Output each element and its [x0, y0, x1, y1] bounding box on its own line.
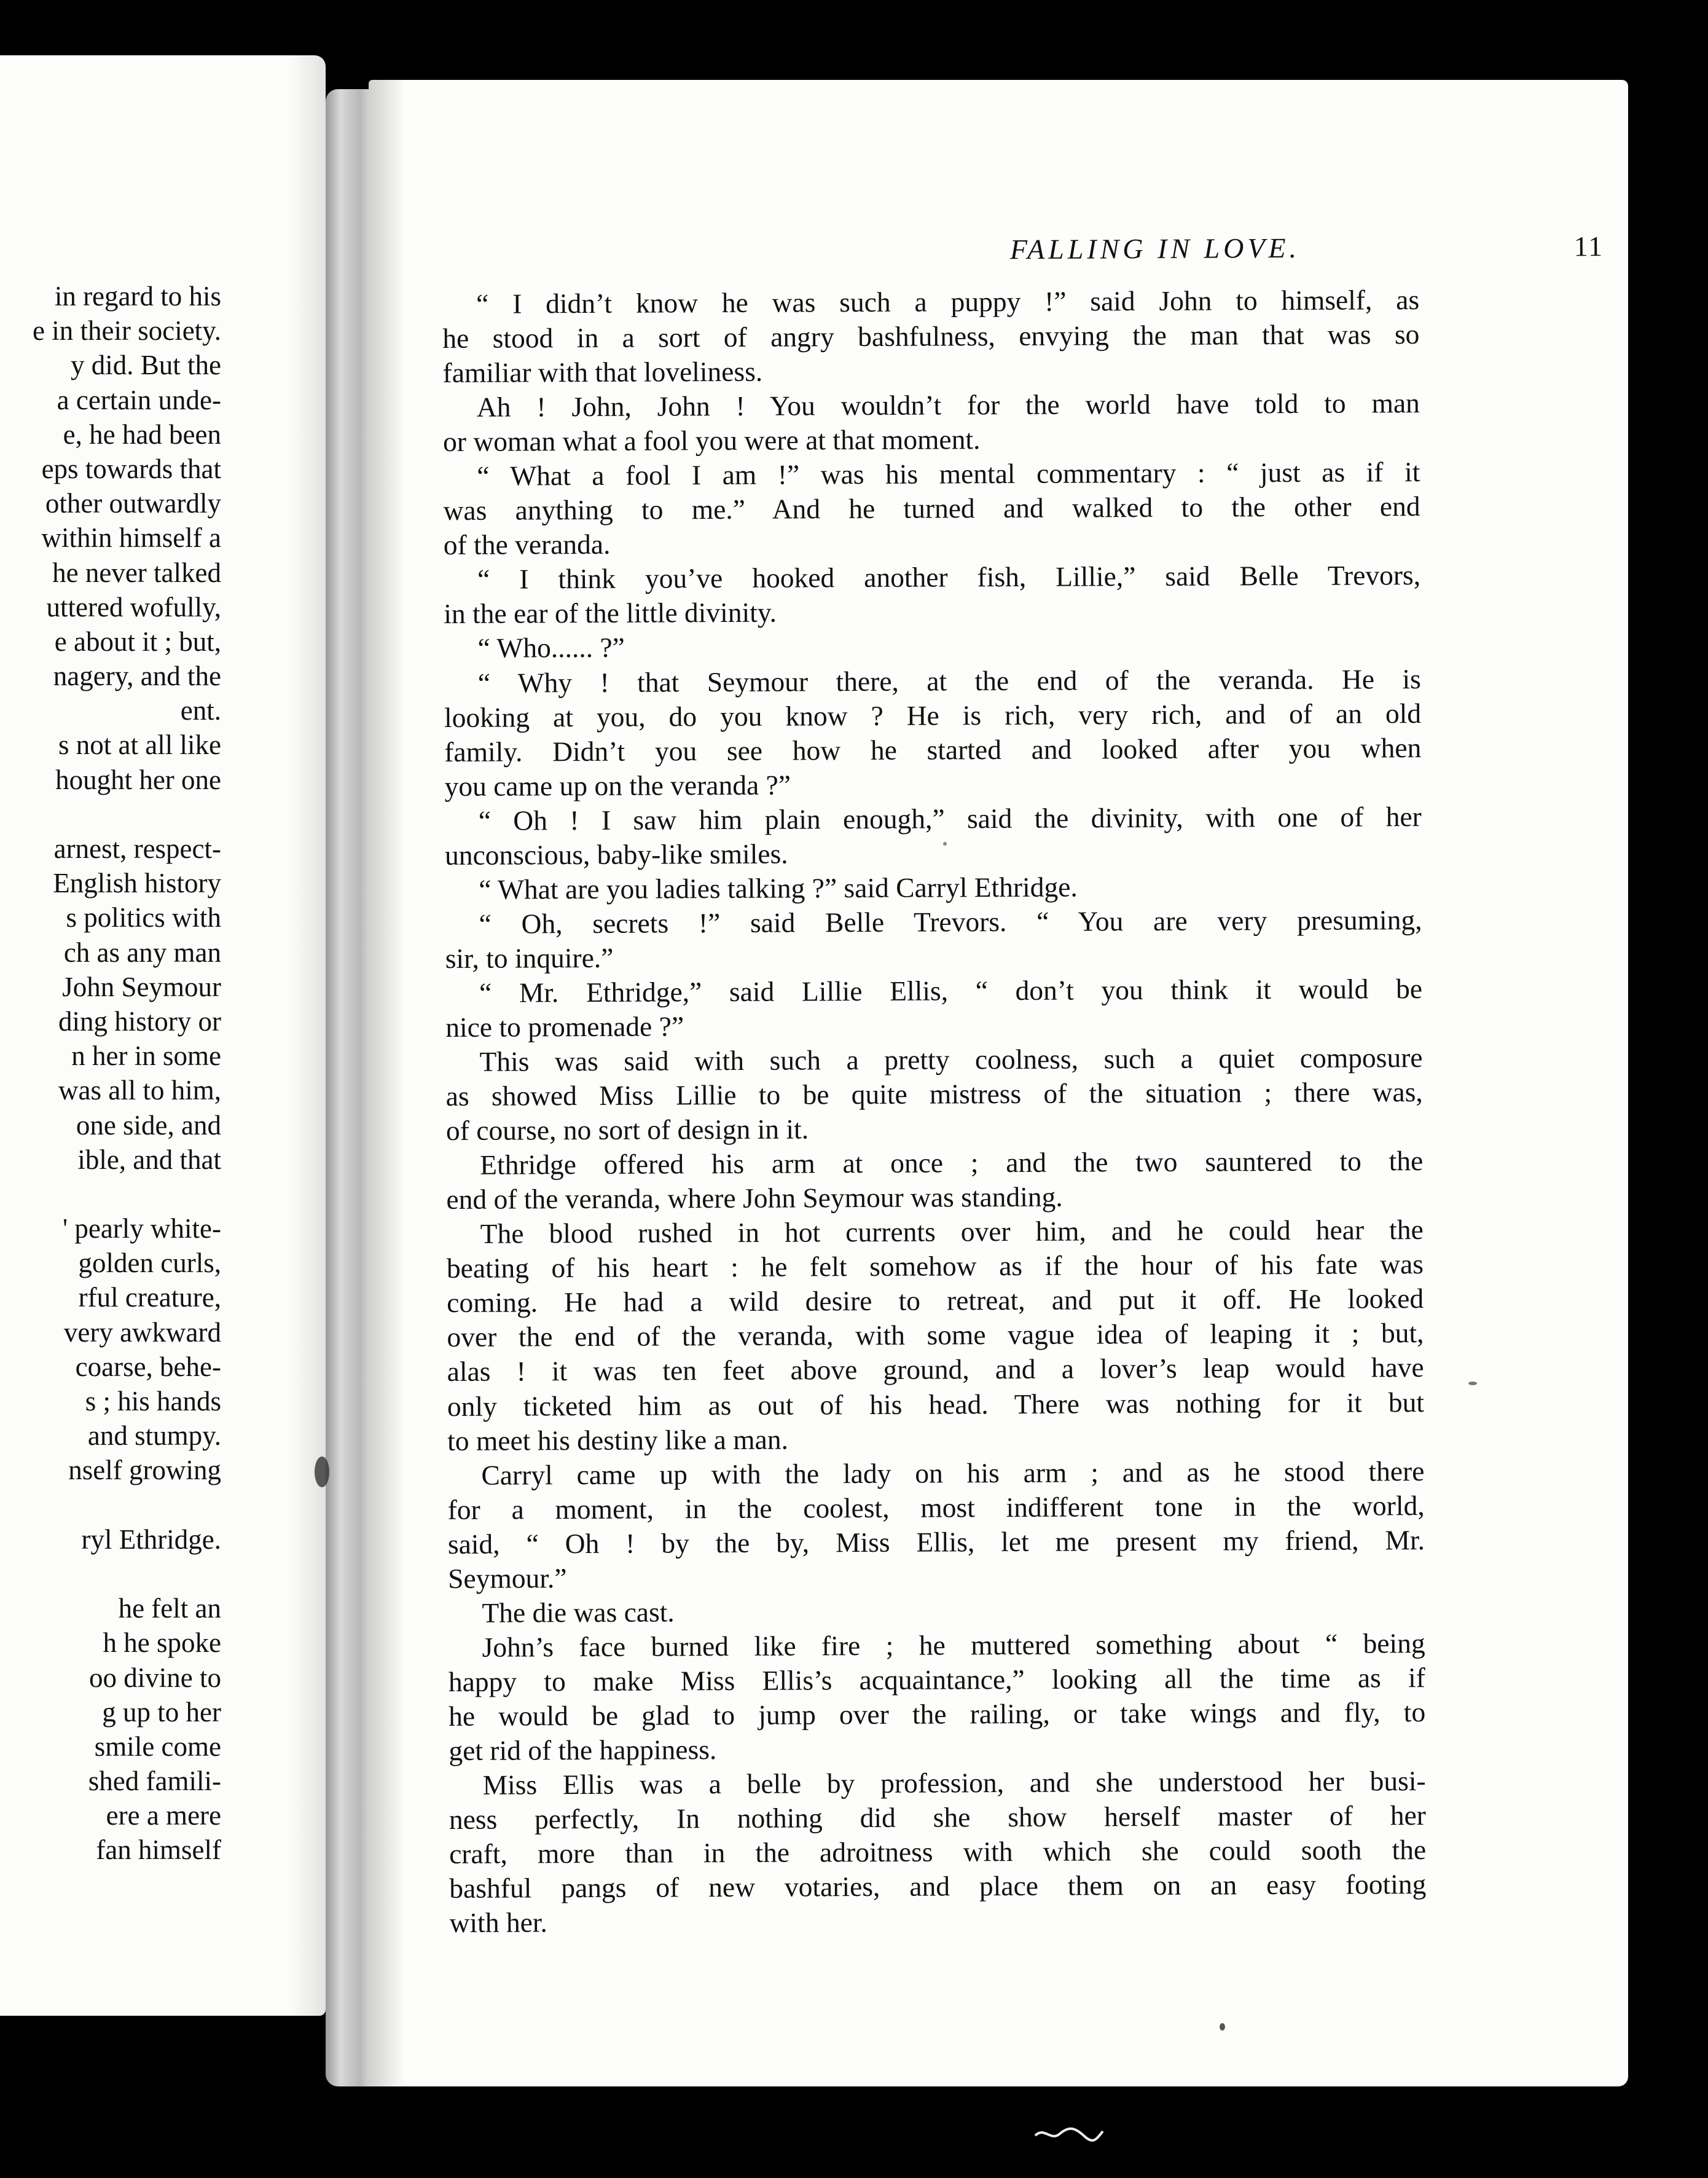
body-line: Carryl came up with the lady on his arm ; and as he stood there [481, 1455, 1425, 1491]
left-page-line: uttered wofully, [46, 591, 221, 623]
left-page-line: s not at all like [58, 729, 221, 761]
body-line: beating of his heart : he felt somehow as if the hour of his fate was [446, 1248, 1424, 1284]
left-page-line: rful creature, [78, 1282, 221, 1313]
right-page-gutter-shadow [369, 80, 405, 2086]
gutter-blemish [315, 1457, 329, 1487]
running-head [783, 229, 1604, 269]
body-line: John’s face burned like fire ; he muttered something about “ being [482, 1627, 1425, 1663]
left-page-line: in regard to his [54, 281, 221, 312]
left-page-line: hought her one [55, 764, 221, 795]
left-page-line: golden curls, [78, 1248, 221, 1279]
left-page-line: ent. [180, 695, 221, 726]
left-page-line: g up to her [102, 1696, 221, 1728]
body-line: “ Oh, secrets !” said Belle Trevors. “ You are very presuming, [479, 903, 1422, 940]
body-line: for a moment, in the coolest, most indifferent tone in the world, [447, 1489, 1425, 1525]
body-line: The blood rushed in hot currents over him, and he could hear the [480, 1214, 1424, 1250]
left-page-line: y did. But the [71, 350, 221, 381]
body-line: said, “ Oh ! by the by, Miss Ellis, let me present my friend, Mr. [447, 1523, 1425, 1560]
body-line: “ I didn’t know he was such a puppy !” said John to himself, as [476, 284, 1420, 320]
body-line: happy to make Miss Ellis’s acquaintance,” looking all the time as if [448, 1661, 1425, 1697]
body-line: This was said with such a pretty coolness, such a quiet composure [479, 1042, 1423, 1077]
body-line: Ah ! John, John ! You wouldn’t for the world have told to man [476, 387, 1420, 423]
body-line: “ Oh ! I saw him plain enough,” said the divinity, with one of her [478, 800, 1422, 836]
left-page-line: eps towards that [41, 453, 221, 484]
left-page-line: ryl Ethridge. [81, 1523, 221, 1555]
body-line: family. Didn’t you see how he started and looked after you when [444, 731, 1422, 768]
body-line: of course, no sort of design in it. [445, 1113, 809, 1147]
body-line: craft, more than in the adroitness with which she could sooth the [449, 1834, 1427, 1870]
left-page-line: nself growing [68, 1455, 221, 1486]
body-line: unconscious, baby-like smiles. [444, 838, 788, 871]
left-page-gutter-shadow [289, 55, 326, 2016]
left-page [0, 55, 326, 2016]
body-line: “ Why ! that Seymour there, at the end of the veranda. He is [477, 662, 1421, 699]
body-line: to meet his destiny like a man. [447, 1423, 789, 1457]
left-page-line: very awkward [63, 1316, 221, 1348]
left-page-line: arnest, respect- [53, 833, 221, 864]
body-line: in the ear of the little divinity. [444, 597, 777, 630]
left-page-line [0, 1488, 221, 1522]
left-page-line: John Seymour [62, 971, 221, 1002]
left-page-line: ible, and that [77, 1144, 221, 1175]
body-line: get rid of the happiness. [449, 1734, 717, 1766]
body-line: Seymour.” [448, 1562, 567, 1594]
left-page-text [0, 279, 221, 1868]
body-line: “ I think you’ve hooked another fish, Lillie,” said Belle Trevors, [477, 559, 1421, 596]
body-line: Ethridge offered his arm at once ; and the two sauntered to the [480, 1145, 1424, 1181]
left-page-line: shed famili- [88, 1766, 221, 1797]
left-page-line: other outwardly [45, 488, 221, 519]
ink-speck [1220, 2023, 1225, 2031]
left-page-line: a certain unde- [57, 384, 221, 415]
ink-speck [943, 842, 947, 846]
book-gutter [326, 89, 375, 2086]
right-page [369, 80, 1628, 2086]
left-page-line [0, 1177, 221, 1211]
left-page-line: nagery, and the [53, 661, 221, 692]
body-line: familiar with that loveliness. [442, 355, 763, 389]
ink-speck [1468, 1382, 1477, 1385]
left-page-line: ' pearly white- [62, 1213, 221, 1244]
body-line: as showed Miss Lillie to be quite mistress of the situation ; there was, [445, 1076, 1423, 1112]
body-line: he would be glad to jump over the railing, or take wings and fly, to [449, 1696, 1426, 1732]
left-page-line: s politics with [66, 902, 221, 934]
body-line: “ Mr. Ethridge,” said Lillie Ellis, “ don’t you think it would be [479, 972, 1423, 1008]
body-line: was anything to me.” And he turned and walked to the other end [443, 490, 1420, 527]
body-line: The die was cast. [482, 1596, 675, 1629]
body-line: bashful pangs of new votaries, and place them on an easy footing [449, 1868, 1427, 1905]
left-page-line: coarse, behe- [75, 1351, 221, 1382]
left-page-line: e in their society. [33, 315, 221, 347]
body-line: of the veranda. [443, 529, 611, 561]
body-line: sir, to inquire.” [445, 942, 614, 974]
body-line: alas ! it was ten feet above ground, and a lover’s leap would have [447, 1351, 1424, 1388]
left-page-line: ch as any man [63, 937, 221, 968]
left-page-line: English history [53, 868, 221, 899]
left-page-line: n her in some [71, 1040, 221, 1072]
left-page-line: e about it ; but, [54, 626, 221, 657]
left-page-line [0, 797, 221, 831]
body-line: coming. He had a wild desire to retreat, and put it off. He looked [447, 1283, 1424, 1319]
left-page-line: was all to him, [58, 1075, 221, 1106]
body-line: end of the veranda, where John Seymour was standing. [446, 1181, 1063, 1216]
body-line: with her. [449, 1906, 547, 1939]
left-page-line: h he spoke [103, 1627, 221, 1659]
body-line: looking at you, do you know ? He is rich, very rich, and of an old [444, 697, 1422, 733]
left-page-line: fan himself [96, 1834, 221, 1866]
fiber-mark [1032, 2120, 1106, 2145]
left-page-line: s ; his hands [85, 1386, 221, 1417]
left-page-line: and stumpy. [87, 1420, 221, 1452]
body-line: over the end of the veranda, with some vague idea of leaping it ; but, [447, 1317, 1424, 1353]
left-page-line: he felt an [118, 1593, 221, 1624]
left-page-line: ere a mere [106, 1800, 221, 1831]
running-head-title: FALLING IN LOVE. [1009, 232, 1301, 265]
page-number: 11 [1573, 230, 1604, 262]
body-line: nice to promenade ?” [445, 1010, 684, 1043]
left-page-line: within himself a [41, 522, 221, 554]
body-line: “ What are you ladies talking ?” said Carryl Ethridge. [479, 871, 1078, 905]
left-page-line: one side, and [76, 1109, 221, 1141]
body-line: you came up on the veranda ?” [444, 769, 791, 802]
left-page-line: he never talked [52, 557, 221, 588]
body-line: or woman what a fool you were at that moment. [442, 423, 981, 458]
body-line: ness perfectly, In nothing did she show herself master of her [449, 1799, 1426, 1836]
left-page-line: oo divine to [89, 1662, 221, 1693]
left-page-line: e, he had been [63, 419, 221, 450]
body-text [442, 283, 1427, 1940]
body-line: only ticketed him as out of his head. There was nothing for it but [447, 1386, 1425, 1422]
body-line: “ Who...... ?” [477, 632, 625, 664]
body-line: Miss Ellis was a belle by profession, and she understood her busi- [482, 1765, 1426, 1801]
left-page-line: ding history or [58, 1005, 221, 1037]
body-line: “ What a fool I am !” was his mental commentary : “ just as if it [477, 456, 1420, 492]
body-line: he stood in a sort of angry bashfulness, envying the man that was so [442, 318, 1420, 355]
left-page-line: smile come [94, 1731, 221, 1762]
left-page-line [0, 1557, 221, 1591]
